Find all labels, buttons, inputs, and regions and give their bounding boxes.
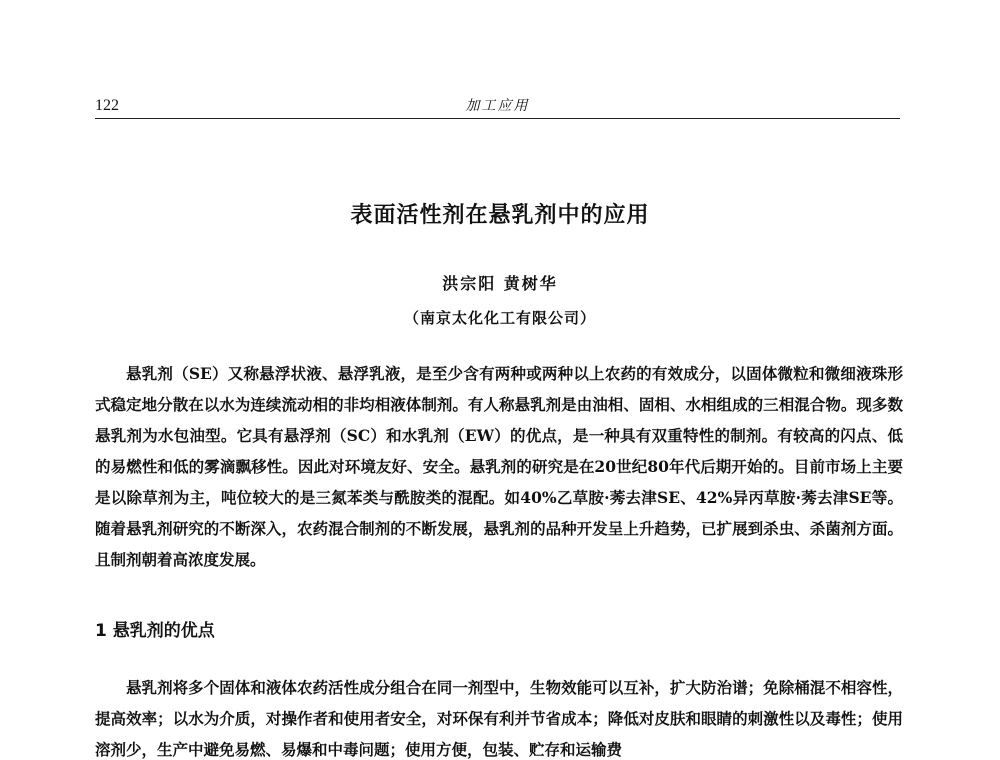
intro-paragraph: 悬乳剂（SE）又称悬浮状液、悬浮乳液，是至少含有两种或两种以上农药的有效成分，以固体微粒和微细液珠形式稳定地分散在以水为连续流动相的非均相液体制剂。有人称悬乳剂是由油相、固相、水相组成的三相混合物。现多数悬乳剂为水包油型。它具有悬浮剂（SC）和水乳剂（EW）的优点，是一种具有双重特性的制剂。有较高的闪点、低的易燃性和低的雾滴飘移性。因此对环境友好、安全。悬乳剂的研究是在20世纪80年代后期开始的。目前市场上主要是以除草剂为主，吨位较大的是三氮苯类与酰胺类的混配。如40%乙草胺·莠去津SE、42%异丙草胺·莠去津SE等。随着悬乳剂研究的不断深入，农药混合制剂的不断发展，悬乳剂的品种开发呈上升趋势，已扩展到杀虫、杀菌剂方面。且制剂朝着高浓度发展。 — [95, 364, 903, 569]
section-paragraph: 悬乳剂将多个固体和液体农药活性成分组合在同一剂型中，生物效能可以互补，扩大防治谱；免除桶混不相容性，提高效率；以水为介质，对操作者和使用者安全，对环保有利并节省成本；降低对皮肤和眼睛的刺激性以及毒性；使用溶剂少，生产中避免易燃、易爆和中毒问题；使用方便，包装、贮存和运输费 — [95, 678, 903, 759]
article-authors: 洪宗阳 黄树华 — [442, 274, 558, 293]
article-title: 表面活性剂在悬乳剂中的应用 — [350, 203, 650, 228]
running-header — [95, 96, 900, 120]
journal-section-title: 加工应用 — [465, 98, 530, 114]
article-affiliation: （南京太化化工有限公司） — [403, 309, 596, 327]
header-rule — [95, 118, 900, 119]
page-number: 122 — [95, 97, 119, 114]
section-heading: 1 悬乳剂的优点 — [95, 621, 215, 641]
